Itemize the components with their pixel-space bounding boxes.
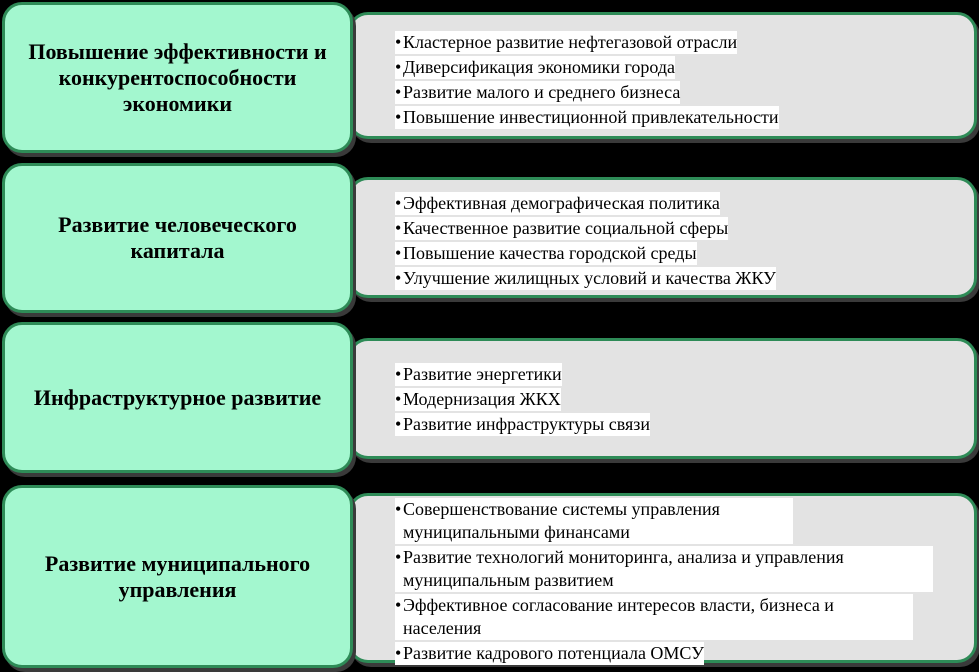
list-item: • Кластерное развитие нефтегазовой отрасли [395, 32, 738, 52]
goal-box-municipal-management [2, 485, 353, 668]
list-item: • Развитие кадрового потенциала ОМСУ [395, 643, 704, 663]
detail-box-municipal-management [348, 493, 977, 663]
bullet-icon: • [395, 243, 402, 263]
list-item: • Эффективное согласование интересов власти, бизнеса и населения [395, 594, 913, 640]
bullet-icon: • [395, 107, 402, 127]
bullet-icon: • [395, 218, 402, 238]
detail-box-human-capital [348, 177, 977, 298]
goal-title: Повышение эффективности и конкурентоспособности экономики [28, 38, 327, 116]
bullet-icon: • [395, 193, 402, 213]
bullet-icon: • [395, 414, 402, 434]
list-item: • Развитие инфраструктуры связи [395, 414, 650, 434]
list-item: • Совершенствование системы управления муниципальными финансами [395, 498, 793, 544]
bullet-icon: • [395, 499, 402, 519]
list-item: • Качественное развитие социальной сферы [395, 218, 729, 238]
bullet-icon: • [395, 57, 402, 77]
goal-box-human-capital [2, 163, 353, 313]
bullet-icon: • [395, 364, 402, 384]
bullet-icon: • [395, 32, 402, 52]
bullet-icon: • [395, 268, 402, 288]
list-item: • Развитие малого и среднего бизнеса [395, 82, 681, 102]
list-item: • Эффективная демографическая политика [395, 193, 720, 213]
goal-title: Инфраструктурное развитие [33, 384, 322, 410]
detail-list-economy [395, 31, 944, 131]
detail-list-municipal-management [395, 498, 944, 667]
bullet-icon: • [395, 82, 402, 102]
detail-list-infrastructure [395, 363, 944, 438]
list-item: • Развитие технологий мониторинга, анализа и управления муниципальным развитием [395, 546, 933, 592]
bullet-icon: • [395, 389, 402, 409]
list-item: • Улучшение жилищных условий и качества ЖКУ [395, 268, 776, 288]
list-item: • Развитие энергетики [395, 364, 562, 384]
detail-box-infrastructure [348, 338, 977, 459]
list-item: • Повышение инвестиционной привлекательности [395, 107, 779, 127]
list-item: • Диверсификация экономики города [395, 57, 676, 77]
goal-box-infrastructure [2, 322, 353, 473]
bullet-icon: • [395, 595, 402, 615]
goal-title: Развитие человеческого капитала [58, 212, 297, 263]
detail-box-economy [348, 12, 977, 139]
bullet-icon: • [395, 643, 402, 663]
list-item: • Модернизация ЖКХ [395, 389, 561, 409]
bullet-icon: • [395, 547, 402, 567]
detail-list-human-capital [395, 192, 944, 292]
goal-box-economy [2, 2, 353, 153]
goal-title: Развитие муниципального управления [44, 550, 311, 602]
list-item: • Повышение качества городской среды [395, 243, 697, 263]
